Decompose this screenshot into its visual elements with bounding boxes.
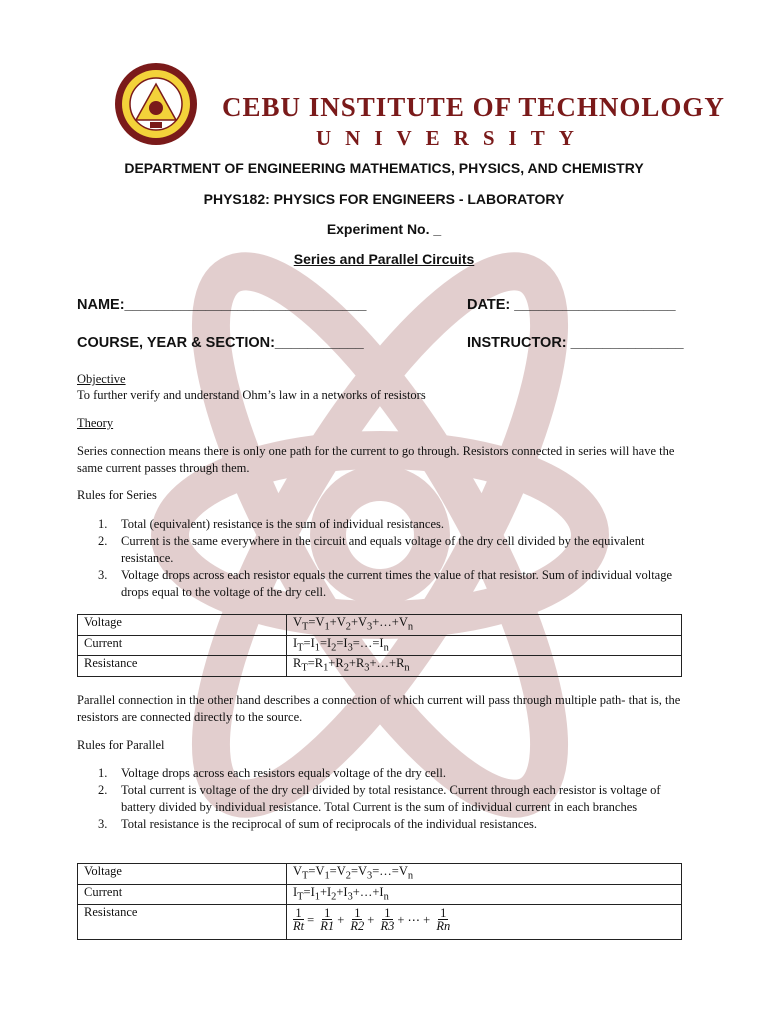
- university-name: CEBU INSTITUTE OF TECHNOLOGY: [222, 92, 725, 122]
- table-cell-formula: $I_T=I_1=I_2=I_3=\dots=I_n$: [287, 635, 682, 656]
- table-cell-label: Current: [78, 884, 287, 905]
- objective-heading: Objective: [77, 372, 126, 386]
- course-heading: PHYS182: PHYSICS FOR ENGINEERS - LABORATORY: [203, 191, 565, 207]
- table-cell-label: Resistance: [78, 656, 287, 677]
- experiment-title: Series and Parallel Circuits: [293, 251, 475, 267]
- list-item: 2. Total current is voltage of the dry cell divided by total resistance. Current through each resistor is voltage of battery divided by individual resistance. Total Current is the sum of individual current in each branches: [98, 783, 661, 814]
- table-cell-formula: $\frac{1}{Rt}$ = $\frac{1}{R1}$ + $\frac{1}{R2}$ + $\frac{1}{R3}$ + ⋯ + $\frac{1}{Rn}$: [287, 905, 682, 940]
- list-item: 1. Total (equivalent) resistance is the sum of individual resistances.: [98, 517, 444, 531]
- objective-text: To further verify and understand Ohm’s law in a networks of resistors: [77, 388, 426, 402]
- table-cell-label: Voltage: [78, 864, 287, 885]
- list-item: 1. Voltage drops across each resistors equals voltage of the dry cell.: [98, 766, 447, 780]
- table-row: [78, 905, 682, 940]
- experiment-number: Experiment No. _: [326, 221, 442, 237]
- table-cell-label: Voltage: [78, 615, 287, 636]
- parallel-table: [77, 863, 682, 940]
- date-field[interactable]: DATE: ____________________: [467, 297, 676, 313]
- table-row: [78, 615, 682, 636]
- table-row: [78, 884, 682, 905]
- table-cell-formula: $I_T=I_1+I_2+I_3+\dots+I_n$: [287, 884, 682, 905]
- table-cell-formula: $V_T=V_1=V_2=V_3=\dots=V_n$: [287, 864, 682, 885]
- name-field[interactable]: NAME:______________________________: [77, 297, 367, 313]
- parallel-rules-list: [77, 765, 677, 833]
- series-intro: Series connection means there is only one path for the current to go through. Resistors connected in series will have the same current passes through them.: [77, 444, 675, 475]
- list-item: 3. Total resistance is the reciprocal of sum of reciprocals of the individual resistances.: [98, 817, 537, 831]
- table-row: [78, 656, 682, 677]
- table-cell-formula: $R_T=R_1+R_2+R_3+\dots+R_n$: [287, 656, 682, 677]
- course-section-field[interactable]: COURSE, YEAR & SECTION:___________: [77, 335, 364, 351]
- instructor-field[interactable]: INSTRUCTOR: ______________: [467, 335, 684, 351]
- parallel-intro: Parallel connection in the other hand describes a connection of which current will pass through multiple path- that is, the resistors are connected directly to the source.: [77, 693, 681, 724]
- university-subtitle: UNIVERSITY: [316, 126, 588, 150]
- table-row: [78, 635, 682, 656]
- table-cell-formula: $V_T=V_1+V_2+V_3+\dots+V_n$: [287, 615, 682, 636]
- series-rules-list: [77, 516, 677, 601]
- parallel-rules-heading: Rules for Parallel: [77, 738, 165, 752]
- list-item: 3. Voltage drops across each resistor equals the current times the value of that resistor. Sum of individual voltage drops equal to the voltage of the dry cell.: [98, 568, 673, 599]
- department-heading: DEPARTMENT OF ENGINEERING MATHEMATICS, PHYSICS, AND CHEMISTRY: [124, 160, 644, 176]
- table-row: [78, 864, 682, 885]
- series-table: [77, 614, 682, 677]
- table-cell-label: Resistance: [78, 905, 287, 940]
- university-seal-logo: [114, 62, 198, 146]
- theory-heading: Theory: [77, 416, 114, 430]
- table-cell-label: Current: [78, 635, 287, 656]
- list-item: 2. Current is the same everywhere in the circuit and equals voltage of the dry cell divided by the equivalent resistance.: [98, 534, 645, 565]
- series-rules-heading: Rules for Series: [77, 488, 157, 502]
